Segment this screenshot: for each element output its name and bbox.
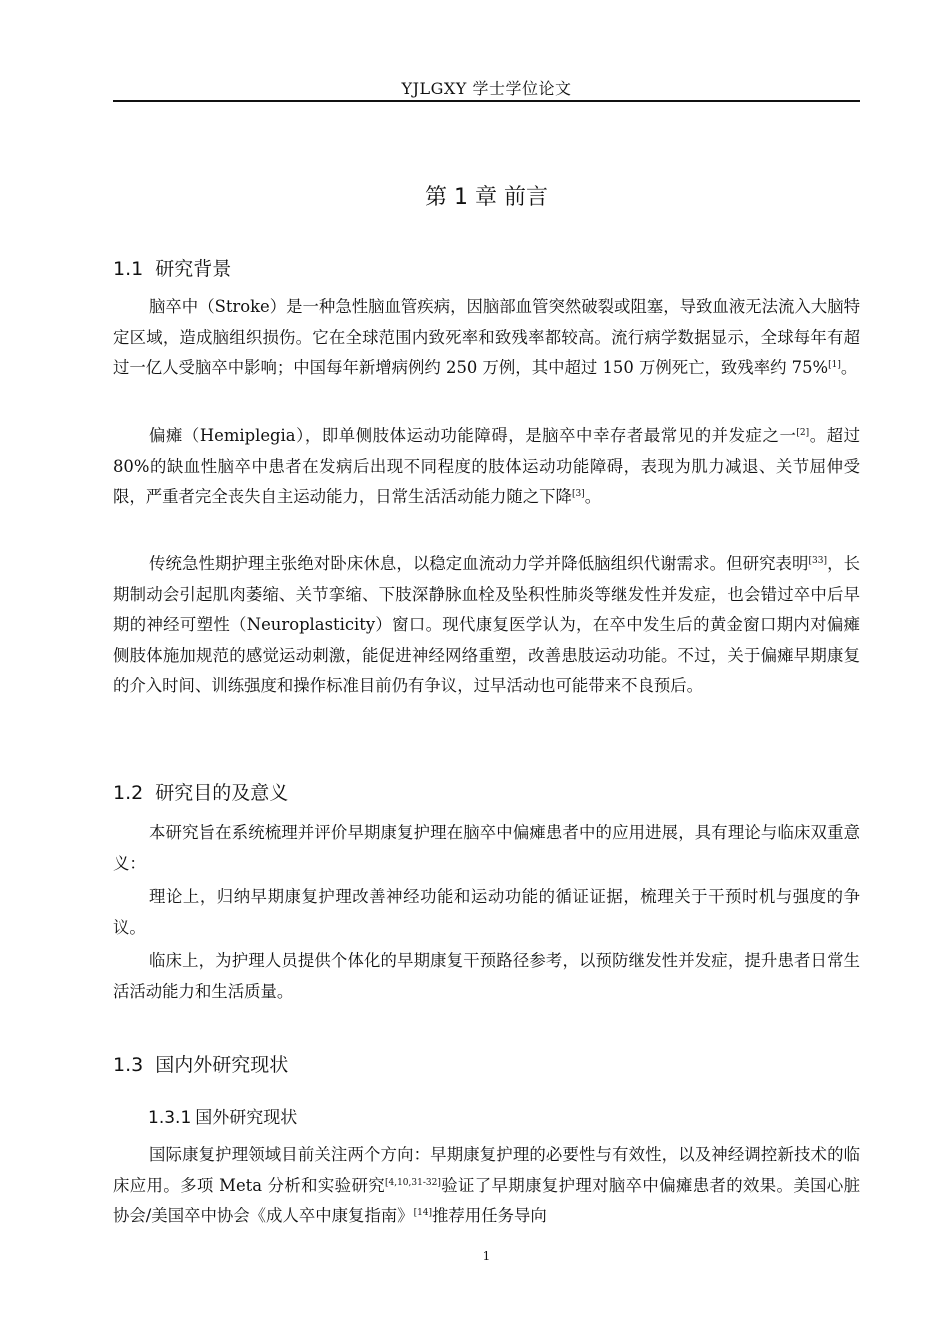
text-run: ，长期制动会引起肌肉萎缩、关节挛缩、下肢深静脉血栓及坠积性肺炎等继发性并发症，也会错过卒中后早期的神经可塑性（Neuroplasticity）窗口。现代康复医学认为，在卒中发生后的黄金窗口期内对偏瘫侧肢体施加规范的感觉运动刺激，能促进神经网络重塑，改善患肢运动功能。不过，关于偏瘫早期康复的介入时间、训练强度和操作标准目前仍有争议，过早活动也可能带来不良预后。	[113, 554, 861, 695]
citation: [2]	[796, 428, 810, 438]
text-run: 脑卒中（Stroke）是一种急性脑血管疾病，因脑部血管突然破裂或阻塞，导致血液无法流入大脑特定区域，造成脑组织损伤。它在全球范围内致死率和致残率都较高。流行病学数据显示，全球每年有超过一亿人受脑卒中影响；中国每年新增病例约 250 万例，其中超过 150 万例死亡，致残率约 75%	[113, 297, 860, 377]
text-run: 本研究旨在系统梳理并评价早期康复护理在脑卒中偏瘫患者中的应用进展，具有理论与临床双重意义：	[113, 823, 860, 873]
text-run: 理论上，归纳早期康复护理改善神经功能和运动功能的循证证据，梳理关于干预时机与强度的争议。	[113, 887, 860, 937]
text-run: 验证了早期康复护理对脑卒中偏瘫患者的效果。美国心脏协会/美国卒中协会《成人卒中康复指南》	[113, 1175, 861, 1225]
text-run: 。	[840, 358, 858, 377]
text-run: 偏瘫（Hemiplegia），即单侧肢体运动功能障碍，是脑卒中幸存者最常见的并发症之一	[149, 426, 797, 445]
paragraph-1-2-c	[113, 946, 860, 1007]
text-run: 。超过 80%的缺血性脑卒中患者在发病后出现不同程度的肢体运动功能障碍，表现为肌力减退、关节屈伸受限，严重者完全丧失自主运动能力，日常生活活动能力随之下降	[113, 426, 860, 506]
paragraph-1-1-a	[113, 292, 860, 384]
header-rule	[113, 100, 860, 102]
citation: [14]	[413, 1208, 433, 1218]
subsection-heading-1-3-1	[148, 1103, 297, 1128]
text-run: 临床上，为护理人员提供个体化的早期康复干预路径参考，以预防继发性并发症，提升患者日常生活活动能力和生活质量。	[113, 951, 860, 1001]
citation: [3]	[571, 489, 585, 499]
section-heading-1-1	[113, 254, 231, 281]
section-title: 研究目的及意义	[155, 782, 289, 804]
paragraph-1-1-b	[113, 421, 860, 513]
section-number: 1.1	[113, 258, 144, 280]
paragraph-1-3-1-a	[113, 1140, 860, 1232]
running-header: YJLGXY 学士学位论文	[401, 79, 572, 98]
citation: [1]	[828, 360, 841, 370]
section-heading-1-3	[113, 1050, 288, 1077]
paragraph-1-2-a	[113, 818, 860, 879]
section-title: 研究背景	[155, 258, 232, 280]
text-run: 推荐用任务导向	[432, 1206, 547, 1225]
paragraph-1-1-c	[113, 549, 860, 702]
text-run: 国际康复护理领域目前关注两个方向：早期康复护理的必要性与有效性，以及神经调控新技术的临床应用。多项 Meta 分析和实验研究	[113, 1145, 860, 1195]
chapter-title: 第 1 章 前言	[425, 185, 548, 210]
subsection-title: 国外研究现状	[195, 1108, 298, 1128]
citation: [4,10,31-32]	[384, 1177, 441, 1188]
citation: [33]	[808, 556, 828, 566]
subsection-number: 1.3.1	[148, 1108, 192, 1128]
section-number: 1.2	[113, 782, 144, 804]
section-heading-1-2	[113, 778, 288, 805]
text-run: 传统急性期护理主张绝对卧床休息，以稳定血流动力学并降低脑组织代谢需求。但研究表明	[149, 554, 809, 573]
section-title: 国内外研究现状	[155, 1054, 289, 1076]
text-run: 。	[584, 487, 602, 506]
paragraph-1-2-b	[113, 882, 860, 943]
section-number: 1.3	[113, 1054, 144, 1076]
page-number: 1	[482, 1249, 491, 1263]
